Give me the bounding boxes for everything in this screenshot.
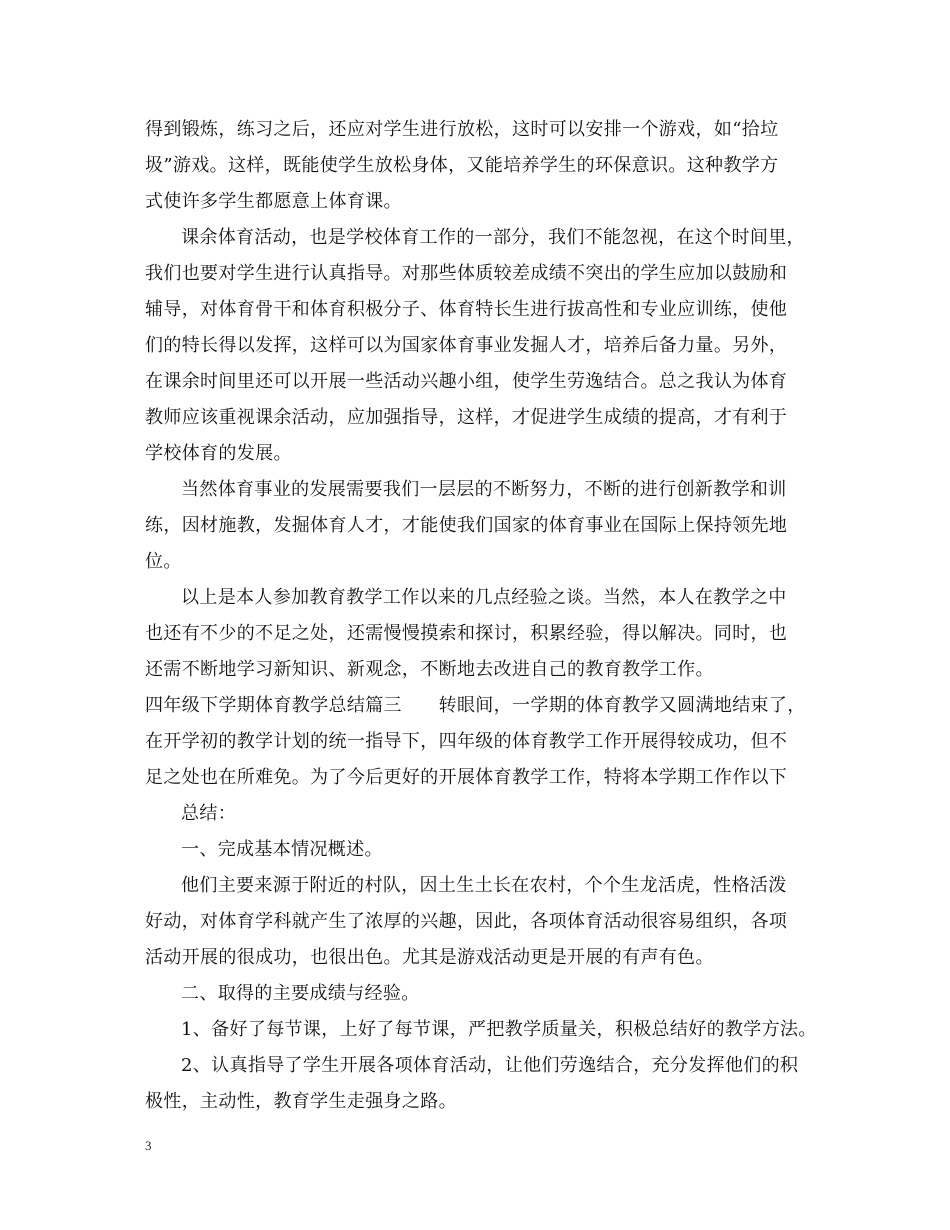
text-line: 以上是本人参加教育教学工作以来的几点经验之谈。当然，本人在教学之中 <box>181 587 787 608</box>
text-line: 他们主要来源于附近的村队，因土生土长在农村，个个生龙活虎，性格活泼 <box>181 875 787 896</box>
text-line: 辅导，对体育骨干和体育积极分子、体育特长生进行拔高性和专业应训练，使他 <box>145 299 788 320</box>
text-line: 课余体育活动，也是学校体育工作的一部分，我们不能忽视，在这个时间里， <box>181 227 805 248</box>
text-line: 四年级下学期体育教学总结篇三 转眼间，一学期的体育教学又圆满地结束了， <box>145 695 806 716</box>
text-line: 极性，主动性，教育学生走强身之路。 <box>145 1091 457 1112</box>
text-line: 圾”游戏。这样，既能使学生放松身体，又能培养学生的环保意识。这种教学方 <box>145 155 779 176</box>
text-line: 二、取得的主要成绩与经验。 <box>181 983 420 1004</box>
text-line: 足之处也在所难免。为了今后更好的开展体育教学工作，特将本学期工作作以下 <box>145 767 788 788</box>
text-line: 位。 <box>145 551 182 572</box>
text-line: 学校体育的发展。 <box>145 443 292 464</box>
text-line: 我们也要对学生进行认真指导。对那些体质较差成绩不突出的学生应加以鼓励和 <box>145 263 788 284</box>
text-line: 当然体育事业的发展需要我们一层层的不断努力，不断的进行创新教学和训 <box>181 479 787 500</box>
text-line: 练，因材施教，发掘体育人才，才能使我们国家的体育事业在国际上保持领先地 <box>145 515 788 536</box>
text-line: 式使许多学生都愿意上体育课。 <box>145 191 402 212</box>
text-line: 活动开展的很成功，也很出色。尤其是游戏活动更是开展的有声有色。 <box>145 947 714 968</box>
text-line: 也还有不少的不足之处，还需慢慢摸索和探讨，积累经验，得以解决。同时，也 <box>145 623 788 644</box>
text-line: 在课余时间里还可以开展一些活动兴趣小组，使学生劳逸结合。总之我认为体育 <box>145 371 788 392</box>
text-line: 一、完成基本情况概述。 <box>181 839 383 860</box>
text-line: 得到锻炼，练习之后，还应对学生进行放松，这时可以安排一个游戏，如“拾垃 <box>145 119 779 140</box>
text-line: 总结： <box>181 803 237 824</box>
page-number: 3 <box>145 1138 152 1153</box>
text-line: 还需不断地学习新知识、新观念，不断地去改进自己的教育教学工作。 <box>145 659 714 680</box>
text-line: 教师应该重视课余活动，应加强指导，这样，才促进学生成绩的提高，才有利于 <box>145 407 788 428</box>
text-line: 好动，对体育学科就产生了浓厚的兴趣，因此，各项体育活动很容易组织，各项 <box>145 911 788 932</box>
text-line: 2、认真指导了学生开展各项体育活动，让他们劳逸结合，充分发挥他们的积 <box>181 1055 799 1076</box>
text-line: 在开学初的教学计划的统一指导下，四年级的体育教学工作开展得较成功，但不 <box>145 731 788 752</box>
text-line: 1、备好了每节课，上好了每节课，严把教学质量关，积极总结好的教学方法。 <box>181 1019 817 1040</box>
text-line: 们的特长得以发挥，这样可以为国家体育事业发掘人才，培养后备力量。另外， <box>145 335 788 356</box>
